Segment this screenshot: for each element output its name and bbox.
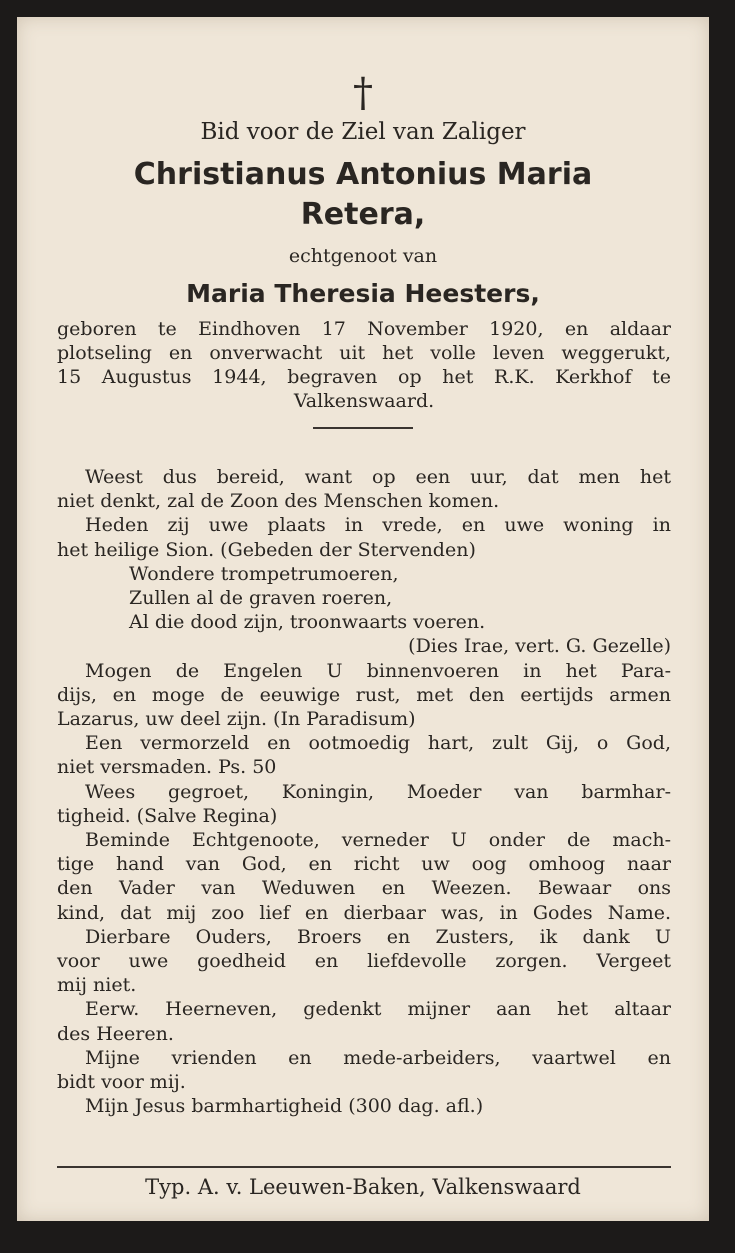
prayer-line: het heilige Sion. (Gebeden der Stervenden) bbox=[57, 538, 476, 561]
prayer-line: des Heeren. bbox=[57, 1022, 174, 1045]
heading: Bid voor de Ziel van Zaliger bbox=[200, 119, 526, 145]
prayer-line: Heden zij uwe plaats in vrede, en uwe woning in bbox=[85, 514, 671, 537]
prayer-line: Wondere trompetrumoeren, bbox=[129, 562, 399, 585]
prayer-line: voor uwe goedheid en liefdevolle zorgen. Vergeet bbox=[57, 950, 671, 973]
deceased-name-line1: Christianus Antonius Maria bbox=[133, 157, 593, 192]
prayer-line: Mijne vrienden en mede-arbeiders, vaartwel en bbox=[85, 1046, 671, 1069]
prayer-line: Wees gegroet, Koningin, Moeder van barmhar- bbox=[85, 780, 671, 803]
bio-line: Valkenswaard. bbox=[293, 390, 435, 412]
memorial-card bbox=[17, 17, 709, 1221]
divider-short bbox=[313, 427, 413, 429]
prayer-line: Dierbare Ouders, Broers en Zusters, ik dank U bbox=[85, 925, 671, 948]
bio-line: geboren te Eindhoven 17 November 1920, en aldaar bbox=[57, 318, 671, 340]
deceased-name-line2: Retera, bbox=[300, 197, 426, 232]
prayer-line: bidt voor mij. bbox=[57, 1071, 186, 1094]
spouse-name: Maria Theresia Heesters, bbox=[186, 279, 540, 308]
prayer-line: tigheid. (Salve Regina) bbox=[57, 804, 278, 827]
prayer-line: niet versmaden. Ps. 50 bbox=[57, 756, 277, 779]
divider-long bbox=[57, 1166, 671, 1168]
biography bbox=[57, 317, 671, 413]
prayer-line: kind, dat mij zoo lief en dierbaar was, in Godes Name. bbox=[57, 901, 671, 924]
prayer-line: Mogen de Engelen U binnenvoeren in het Para- bbox=[85, 659, 671, 682]
prayer-line: tige hand van God, en richt uw oog omhoog naar bbox=[57, 853, 671, 876]
prayer-line: Beminde Echtgenoote, verneder U onder de mach- bbox=[85, 829, 671, 852]
prayer-line: Eerw. Heerneven, gedenkt mijner aan het altaar bbox=[85, 998, 671, 1021]
prayer-line: den Vader van Weduwen en Weezen. Bewaar ons bbox=[57, 877, 671, 900]
prayer-line: dijs, en moge de eeuwige rust, met den eertijds armen bbox=[57, 683, 671, 706]
prayer-line: mij niet. bbox=[57, 974, 137, 997]
bio-line: plotseling en onverwacht uit het volle leven weggerukt, bbox=[57, 342, 671, 364]
spouse-label: echtgenoot van bbox=[288, 245, 438, 267]
prayer-line: niet denkt, zal de Zoon des Menschen komen. bbox=[57, 490, 500, 513]
prayer-line: Mijn Jesus barmhartigheid (300 dag. afl.) bbox=[85, 1095, 484, 1118]
cross-icon: † bbox=[353, 70, 373, 116]
prayer-line: Lazarus, uw deel zijn. (In Paradisum) bbox=[57, 708, 416, 731]
prayer-line: Weest dus bereid, want op een uur, dat men het bbox=[85, 466, 671, 488]
prayer-line: Zullen al de graven roeren, bbox=[129, 587, 393, 610]
printer-credit: Typ. A. v. Leeuwen-Baken, Valkenswaard bbox=[145, 1175, 581, 1199]
prayer-line: Al die dood zijn, troonwaarts voeren. bbox=[129, 611, 486, 634]
prayer-line: Een vermorzeld en ootmoedig hart, zult Gij, o God, bbox=[85, 732, 671, 755]
prayer-line: (Dies Irae, vert. G. Gezelle) bbox=[408, 635, 671, 658]
bio-line: 15 Augustus 1944, begraven op het R.K. Kerkhof te bbox=[57, 366, 671, 388]
prayer-text bbox=[57, 465, 671, 1118]
